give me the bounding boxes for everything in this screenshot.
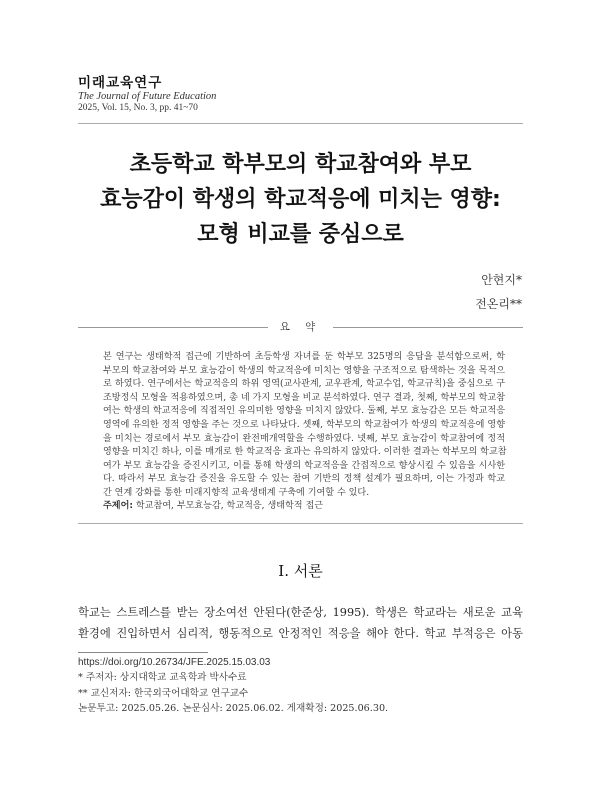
section-title: Ⅰ. 서론 — [278, 562, 323, 580]
body-line: 환경에 진입하면서 심리적, 행동적으로 안정적인 적응을 해야 한다. 학교 부적응은 아동 — [78, 627, 523, 640]
abstract-line: 여는 학생의 학교적응에 직접적인 유의미한 영향을 미치지 않았다. 둘째, 부모 효능감은 모든 학교적응 — [103, 406, 505, 417]
paper-title-line: 모형 비교를 중심으로 — [197, 222, 404, 247]
abstract-heading-rule-right — [333, 327, 523, 328]
paper-title-line: 초등학교 학부모의 학교참여와 부모 — [129, 152, 472, 177]
keywords-value: 학교참여, 부모효능감, 학교적응, 생태학적 접근 — [135, 501, 324, 511]
corresponding-author-note: ** 교신저자: 한국외국어대학교 연구교수 — [78, 687, 249, 699]
abstract-line: 조방정식 모형을 적용하였으며, 총 네 가지 모형을 비교 분석하였다. 연구 결과, 첫째, 학부모의 학교참 — [103, 392, 505, 403]
abstract-line: 간 연계 강화를 통한 미래지향적 교육생태계 구축에 기여할 수 있다. — [103, 487, 370, 498]
header-divider — [78, 123, 523, 124]
journal-english-title: The Journal of Future Education — [78, 91, 217, 102]
paper-title-line: 효능감이 학생의 학교적응에 미치는 영향: — [100, 187, 501, 212]
doi-link[interactable]: https://doi.org/10.26734/JFE.2025.15.03.03 — [78, 657, 271, 668]
abstract-divider — [78, 523, 523, 524]
body-text — [78, 602, 523, 644]
journal-title: 미래교육연구 — [78, 75, 163, 91]
paper-title — [78, 147, 523, 252]
abstract-body — [103, 351, 505, 501]
body-line: 학교는 스트레스를 받는 장소여선 안된다(한준상, 1995). 학생은 학교라는 새로운 교육 — [78, 606, 523, 619]
journal-header — [78, 76, 216, 114]
abstract-line: 본 연구는 생태학적 접근에 기반하여 초등학생 자녀를 둔 학부모 325명의 응답을 분석함으로써, 학 — [103, 352, 505, 362]
author-name: 전온리** — [475, 297, 522, 311]
abstract-line: 로 하였다. 연구에서는 학교적응의 하위 영역(교사관계, 교우관계, 학교수업, 학교규칙)을 중심으로 구 — [103, 379, 505, 390]
author-name: 안현지* — [481, 273, 522, 287]
journal-volume-info: 2025, Vol. 15, No. 3, pp. 41~70 — [78, 103, 198, 113]
keywords — [103, 498, 505, 511]
abstract-line: 을 미치는 경로에서 부모 효능감이 완전매개역할을 수행하였다. 넷째, 부모 효능감이 학교참여에 정적 — [103, 433, 505, 444]
author-list — [475, 268, 522, 316]
footnote-divider — [78, 652, 208, 653]
abstract-line: 영역에 유의한 정적 영향을 주는 것으로 나타났다. 셋째, 학부모의 학교참여가 학생의 학교적응에 영향 — [103, 419, 505, 430]
keywords-label: 주제어: — [103, 501, 133, 511]
abstract-line: 영향을 미치긴 하나, 이를 매개로 한 학교적응 효과는 유의하지 않았다. 이러한 결과는 학부모의 학교참 — [103, 447, 507, 458]
submission-dates: 논문투고: 2025.05.26. 논문심사: 2025.06.02. 게재확정: 2025.06.30. — [78, 703, 389, 715]
abstract-line: 부모의 학교참여와 부모 효능감이 학생의 학교적응에 미치는 영향을 구조적으로 탐색하는 것을 목적으 — [103, 365, 505, 376]
abstract-line: 다. 따라서 부모 효능감 증진을 유도할 수 있는 참여 기반의 정책 설계가 필요하며, 이는 가정과 학교 — [103, 474, 505, 485]
first-author-note: * 주저자: 상지대학교 교육학과 박사수료 — [78, 672, 247, 684]
abstract-line: 여가 부모 효능감을 증진시키고, 이를 통해 학생의 학교적응을 간접적으로 향상시킬 수 있음을 시사한 — [103, 460, 505, 471]
footnotes — [78, 655, 388, 717]
abstract-heading-label: 요 약 — [279, 321, 322, 333]
